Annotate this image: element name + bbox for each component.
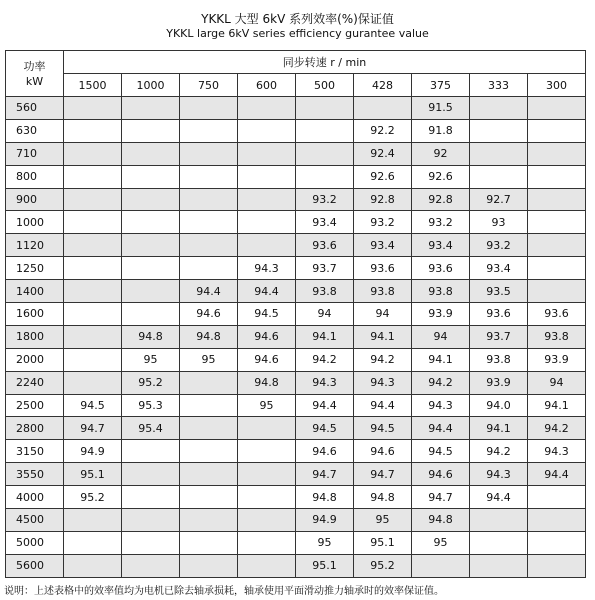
- efficiency-cell: 94.6: [296, 440, 354, 463]
- efficiency-cell: 94.4: [296, 394, 354, 417]
- efficiency-cell: 95.1: [354, 531, 412, 554]
- efficiency-cell: 94.1: [470, 417, 528, 440]
- efficiency-cell: [122, 531, 180, 554]
- efficiency-cell: 92.6: [412, 165, 470, 188]
- efficiency-cell: 93.8: [412, 280, 470, 303]
- table-row: [6, 280, 586, 303]
- efficiency-cell: 91.5: [412, 97, 470, 120]
- table-row: [6, 188, 586, 211]
- efficiency-cell: [64, 97, 122, 120]
- efficiency-cell: 93.7: [296, 257, 354, 280]
- efficiency-cell: 94.6: [238, 348, 296, 371]
- table-row: [6, 554, 586, 577]
- speed-cell: 500: [296, 74, 354, 97]
- efficiency-cell: [238, 440, 296, 463]
- efficiency-cell: [180, 554, 238, 577]
- power-cell: 4500: [6, 509, 64, 532]
- efficiency-cell: 95: [122, 348, 180, 371]
- efficiency-cell: [238, 188, 296, 211]
- efficiency-table: [5, 50, 586, 578]
- efficiency-cell: 95.3: [122, 394, 180, 417]
- efficiency-cell: 93.6: [296, 234, 354, 257]
- efficiency-cell: 94.7: [354, 463, 412, 486]
- table-row: [6, 119, 586, 142]
- table-row: [6, 394, 586, 417]
- efficiency-cell: 93.2: [296, 188, 354, 211]
- efficiency-cell: [64, 325, 122, 348]
- efficiency-cell: 94.3: [412, 394, 470, 417]
- efficiency-cell: [64, 119, 122, 142]
- speed-cell: 600: [238, 74, 296, 97]
- efficiency-cell: [122, 486, 180, 509]
- efficiency-cell: [122, 440, 180, 463]
- efficiency-cell: 93.5: [470, 280, 528, 303]
- efficiency-cell: [122, 234, 180, 257]
- efficiency-cell: [64, 371, 122, 394]
- efficiency-cell: 92.4: [354, 142, 412, 165]
- efficiency-cell: 94.8: [412, 509, 470, 532]
- efficiency-cell: [180, 417, 238, 440]
- power-cell: 630: [6, 119, 64, 142]
- table-row: [6, 509, 586, 532]
- efficiency-cell: 94.4: [412, 417, 470, 440]
- efficiency-cell: 95.2: [64, 486, 122, 509]
- efficiency-cell: [122, 463, 180, 486]
- efficiency-cell: 94.6: [412, 463, 470, 486]
- speed-header: 同步转速 r / min: [64, 51, 586, 74]
- efficiency-cell: 95: [238, 394, 296, 417]
- efficiency-cell: 94.4: [354, 394, 412, 417]
- efficiency-cell: [122, 554, 180, 577]
- efficiency-cell: [122, 303, 180, 326]
- efficiency-cell: 94.1: [354, 325, 412, 348]
- efficiency-cell: [296, 165, 354, 188]
- power-cell: 1400: [6, 280, 64, 303]
- power-header: 功率: [23, 59, 46, 73]
- power-cell: 900: [6, 188, 64, 211]
- efficiency-cell: 94: [296, 303, 354, 326]
- efficiency-cell: [180, 371, 238, 394]
- efficiency-cell: 93.9: [470, 371, 528, 394]
- efficiency-cell: 93.8: [296, 280, 354, 303]
- table-title-english: YKKL large 6kV series efficiency gurantee value: [166, 27, 429, 40]
- efficiency-cell: 95.1: [64, 463, 122, 486]
- efficiency-cell: 94.5: [238, 303, 296, 326]
- table-row: [6, 486, 586, 509]
- efficiency-cell: 95.4: [122, 417, 180, 440]
- efficiency-cell: [64, 142, 122, 165]
- table-row: [6, 257, 586, 280]
- efficiency-cell: [180, 257, 238, 280]
- efficiency-cell: 94.2: [528, 417, 586, 440]
- efficiency-cell: 92.7: [470, 188, 528, 211]
- efficiency-cell: 95: [296, 531, 354, 554]
- efficiency-cell: 93: [470, 211, 528, 234]
- efficiency-cell: 94.3: [470, 463, 528, 486]
- efficiency-cell: [528, 509, 586, 532]
- efficiency-cell: [64, 257, 122, 280]
- efficiency-cell: 94.5: [64, 394, 122, 417]
- efficiency-cell: [528, 554, 586, 577]
- speed-cell: 375: [412, 74, 470, 97]
- efficiency-cell: 92.8: [412, 188, 470, 211]
- power-cell: 3150: [6, 440, 64, 463]
- efficiency-cell: [238, 211, 296, 234]
- efficiency-cell: [180, 463, 238, 486]
- efficiency-cell: 93.8: [354, 280, 412, 303]
- efficiency-cell: [180, 211, 238, 234]
- efficiency-cell: 93.4: [470, 257, 528, 280]
- efficiency-cell: 94.5: [412, 440, 470, 463]
- power-cell: 2500: [6, 394, 64, 417]
- efficiency-cell: 94.1: [296, 325, 354, 348]
- power-cell: 800: [6, 165, 64, 188]
- efficiency-cell: [238, 486, 296, 509]
- efficiency-cell: [528, 234, 586, 257]
- efficiency-cell: 94.7: [64, 417, 122, 440]
- efficiency-cell: 94.3: [296, 371, 354, 394]
- power-unit: kW: [25, 74, 44, 88]
- efficiency-cell: 93.6: [470, 303, 528, 326]
- efficiency-cell: [296, 142, 354, 165]
- table-row: [6, 97, 586, 120]
- efficiency-cell: [528, 257, 586, 280]
- header-row: [6, 51, 586, 74]
- power-cell: 4000: [6, 486, 64, 509]
- efficiency-cell: [470, 97, 528, 120]
- table-row: [6, 531, 586, 554]
- efficiency-cell: 94.7: [412, 486, 470, 509]
- table-row: [6, 142, 586, 165]
- efficiency-cell: 94.4: [180, 280, 238, 303]
- efficiency-cell: 94.4: [238, 280, 296, 303]
- efficiency-cell: 92.8: [354, 188, 412, 211]
- efficiency-cell: 93.8: [528, 325, 586, 348]
- power-cell: 1800: [6, 325, 64, 348]
- efficiency-cell: [238, 509, 296, 532]
- efficiency-cell: 94.2: [296, 348, 354, 371]
- table-title-chinese: YKKL 大型 6kV 系列效率(%)保证值: [201, 12, 394, 26]
- power-cell: 560: [6, 97, 64, 120]
- efficiency-cell: 94.6: [238, 325, 296, 348]
- efficiency-cell: [64, 348, 122, 371]
- efficiency-cell: 94.7: [296, 463, 354, 486]
- efficiency-cell: 92: [412, 142, 470, 165]
- table-row: [6, 463, 586, 486]
- power-cell: 1120: [6, 234, 64, 257]
- efficiency-cell: 93.6: [528, 303, 586, 326]
- efficiency-cell: [470, 509, 528, 532]
- power-cell: 2800: [6, 417, 64, 440]
- efficiency-cell: [528, 97, 586, 120]
- speed-cell: 750: [180, 74, 238, 97]
- efficiency-cell: [122, 188, 180, 211]
- table-row: [6, 303, 586, 326]
- table-row: [6, 440, 586, 463]
- efficiency-cell: 94.6: [180, 303, 238, 326]
- efficiency-cell: 94.8: [354, 486, 412, 509]
- table-row: [6, 371, 586, 394]
- efficiency-cell: [470, 142, 528, 165]
- power-cell: 710: [6, 142, 64, 165]
- power-cell: 1250: [6, 257, 64, 280]
- efficiency-cell: [528, 165, 586, 188]
- power-cell: 1000: [6, 211, 64, 234]
- efficiency-cell: [238, 165, 296, 188]
- efficiency-cell: [470, 119, 528, 142]
- efficiency-cell: [180, 188, 238, 211]
- efficiency-cell: [180, 531, 238, 554]
- efficiency-cell: [64, 303, 122, 326]
- efficiency-cell: 94.1: [412, 348, 470, 371]
- efficiency-cell: 93.9: [412, 303, 470, 326]
- efficiency-cell: [122, 211, 180, 234]
- efficiency-cell: [64, 554, 122, 577]
- efficiency-cell: 94: [412, 325, 470, 348]
- efficiency-cell: [238, 97, 296, 120]
- efficiency-cell: [238, 463, 296, 486]
- efficiency-cell: [180, 119, 238, 142]
- efficiency-cell: [238, 119, 296, 142]
- efficiency-cell: 94.8: [122, 325, 180, 348]
- efficiency-cell: [470, 165, 528, 188]
- efficiency-cell: 92.6: [354, 165, 412, 188]
- speed-cell: 1000: [122, 74, 180, 97]
- table-row: [6, 234, 586, 257]
- efficiency-cell: [122, 119, 180, 142]
- efficiency-cell: [528, 211, 586, 234]
- efficiency-cell: 95.2: [354, 554, 412, 577]
- efficiency-cell: 94.3: [238, 257, 296, 280]
- efficiency-cell: 94.5: [296, 417, 354, 440]
- efficiency-cell: [122, 280, 180, 303]
- efficiency-cell: [470, 554, 528, 577]
- efficiency-cell: 93.7: [470, 325, 528, 348]
- power-cell: 2240: [6, 371, 64, 394]
- efficiency-cell: [528, 142, 586, 165]
- efficiency-cell: 91.8: [412, 119, 470, 142]
- efficiency-cell: 94.2: [412, 371, 470, 394]
- efficiency-cell: [238, 417, 296, 440]
- efficiency-cell: [64, 211, 122, 234]
- efficiency-cell: [122, 165, 180, 188]
- table-row: [6, 417, 586, 440]
- power-cell: 5600: [6, 554, 64, 577]
- efficiency-cell: [180, 234, 238, 257]
- efficiency-cell: 94.8: [296, 486, 354, 509]
- power-cell: 1600: [6, 303, 64, 326]
- efficiency-cell: [180, 486, 238, 509]
- efficiency-cell: [180, 509, 238, 532]
- efficiency-cell: 94.1: [528, 394, 586, 417]
- speed-row: [6, 74, 586, 97]
- efficiency-cell: 93.6: [412, 257, 470, 280]
- efficiency-cell: 94.3: [528, 440, 586, 463]
- power-cell: 5000: [6, 531, 64, 554]
- efficiency-cell: 95: [180, 348, 238, 371]
- efficiency-cell: 93.4: [412, 234, 470, 257]
- speed-cell: 333: [470, 74, 528, 97]
- efficiency-cell: [64, 165, 122, 188]
- efficiency-cell: [528, 486, 586, 509]
- efficiency-cell: 93.4: [354, 234, 412, 257]
- efficiency-cell: 94.2: [354, 348, 412, 371]
- efficiency-cell: [180, 394, 238, 417]
- efficiency-cell: [122, 97, 180, 120]
- efficiency-cell: 95.2: [122, 371, 180, 394]
- table-row: [6, 325, 586, 348]
- power-header-cell: [6, 51, 64, 97]
- efficiency-cell: [528, 280, 586, 303]
- efficiency-cell: 94.8: [180, 325, 238, 348]
- table-row: [6, 211, 586, 234]
- efficiency-cell: [238, 554, 296, 577]
- efficiency-cell: 95: [412, 531, 470, 554]
- efficiency-cell: [528, 119, 586, 142]
- efficiency-cell: 94.4: [528, 463, 586, 486]
- efficiency-cell: [64, 531, 122, 554]
- efficiency-cell: [528, 188, 586, 211]
- efficiency-cell: 92.2: [354, 119, 412, 142]
- efficiency-cell: [180, 165, 238, 188]
- efficiency-cell: 94.9: [296, 509, 354, 532]
- power-cell: 3550: [6, 463, 64, 486]
- efficiency-cell: [528, 531, 586, 554]
- efficiency-cell: 94.8: [238, 371, 296, 394]
- efficiency-cell: [64, 280, 122, 303]
- efficiency-cell: [238, 531, 296, 554]
- efficiency-cell: [470, 531, 528, 554]
- efficiency-cell: [412, 554, 470, 577]
- efficiency-cell: 94.2: [470, 440, 528, 463]
- efficiency-cell: 93.2: [412, 211, 470, 234]
- efficiency-cell: [122, 142, 180, 165]
- efficiency-cell: [354, 97, 412, 120]
- efficiency-cell: 95.1: [296, 554, 354, 577]
- efficiency-cell: 93.4: [296, 211, 354, 234]
- efficiency-cell: 94.9: [64, 440, 122, 463]
- efficiency-cell: [296, 119, 354, 142]
- efficiency-cell: 94.4: [470, 486, 528, 509]
- table-row: [6, 165, 586, 188]
- efficiency-cell: 93.6: [354, 257, 412, 280]
- efficiency-cell: [64, 509, 122, 532]
- speed-cell: 428: [354, 74, 412, 97]
- efficiency-cell: [64, 234, 122, 257]
- efficiency-cell: 93.2: [354, 211, 412, 234]
- efficiency-cell: 94.6: [354, 440, 412, 463]
- table-note: 说明：上述表格中的效率值均为电机已除去轴承损耗，轴承使用平面滑动推力轴承时的效率保证值。: [4, 586, 444, 597]
- efficiency-cell: [122, 509, 180, 532]
- efficiency-cell: [180, 440, 238, 463]
- efficiency-cell: [238, 142, 296, 165]
- efficiency-cell: 95: [354, 509, 412, 532]
- efficiency-cell: 94.3: [354, 371, 412, 394]
- efficiency-cell: 94: [528, 371, 586, 394]
- table-row: [6, 348, 586, 371]
- efficiency-cell: [296, 97, 354, 120]
- efficiency-cell: [180, 97, 238, 120]
- efficiency-cell: [64, 188, 122, 211]
- efficiency-cell: 94.5: [354, 417, 412, 440]
- speed-cell: 1500: [64, 74, 122, 97]
- efficiency-cell: [122, 257, 180, 280]
- speed-cell: 300: [528, 74, 586, 97]
- efficiency-cell: 94.0: [470, 394, 528, 417]
- efficiency-cell: [180, 142, 238, 165]
- efficiency-cell: [238, 234, 296, 257]
- efficiency-cell: 93.8: [470, 348, 528, 371]
- efficiency-cell: 93.9: [528, 348, 586, 371]
- efficiency-cell: 94: [354, 303, 412, 326]
- efficiency-cell: 93.2: [470, 234, 528, 257]
- power-cell: 2000: [6, 348, 64, 371]
